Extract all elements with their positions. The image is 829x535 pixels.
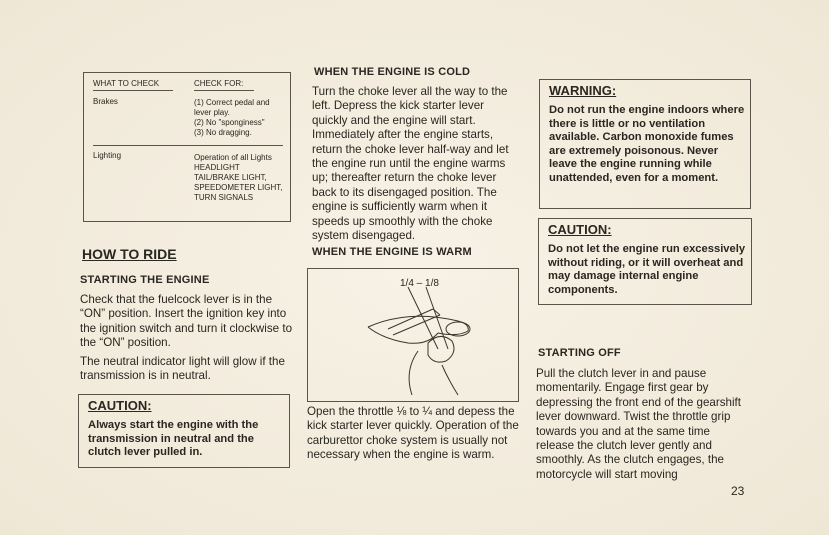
- caution-title: CAUTION:: [88, 398, 152, 413]
- throttle-grip-illustration: [308, 269, 518, 401]
- table-header-what: WHAT TO CHECK: [93, 79, 160, 88]
- check-line: (3) No dragging.: [194, 128, 252, 137]
- table-item-lighting: Lighting: [93, 151, 122, 160]
- subtitle-engine-warm: WHEN THE ENGINE IS WARM: [312, 246, 472, 258]
- caution-box-left: [78, 394, 290, 468]
- check-line: (2) No "sponginess": [194, 118, 265, 127]
- caution-title: CAUTION:: [548, 222, 612, 237]
- brakes-checks: [188, 98, 284, 138]
- subtitle-starting-off: STARTING OFF: [538, 347, 621, 359]
- header-underline: [194, 90, 254, 91]
- check-line: (1) Correct pedal and lever play.: [194, 98, 270, 117]
- starting-engine-paragraph: Check that the fuelcock lever is in the “ON” position. Insert the ignition key into the ignition switch and turn it clockwise to the “ON” position.: [80, 293, 293, 350]
- lighting-checks: Operation of all Lights HEADLIGHT TAIL/BRAKE LIGHT, SPEEDOMETER LIGHT, TURN SIGNALS: [194, 153, 283, 202]
- table-item-brakes: Brakes: [93, 97, 118, 106]
- table-header-check: CHECK FOR:: [194, 79, 244, 88]
- subtitle-starting-engine: STARTING THE ENGINE: [80, 274, 210, 286]
- subtitle-engine-cold: WHEN THE ENGINE IS COLD: [314, 66, 471, 78]
- caution-text: Always start the engine with the transmission in neutral and the clutch lever pulled in.: [88, 419, 259, 459]
- page-number: 23: [731, 484, 745, 498]
- check-table: [83, 72, 291, 222]
- engine-warm-paragraph: Open the throttle ⅛ to ¼ and depess the kick starter lever quickly. Operation of the carburettor choke system is usually not necessary when the engine is warm.: [307, 405, 519, 462]
- throttle-diagram: [307, 268, 519, 402]
- caution-box-right: [538, 218, 752, 305]
- table-separator: [93, 145, 283, 146]
- caution-text: Do not let the engine run excessively without riding, or it will overheat and may damage internal engine components.: [548, 243, 746, 296]
- warning-title: WARNING:: [549, 83, 617, 98]
- warning-text: Do not run the engine indoors where there is little or no ventilation available. Carbon monoxide fumes are extremely poisonous. Never leave the engine running while unattended, even for a moment.: [549, 104, 745, 184]
- section-title-how-to-ride: HOW TO RIDE: [82, 246, 177, 262]
- header-underline: [93, 90, 173, 91]
- starting-off-paragraph: Pull the clutch lever in and pause momentarily. Engage first gear by depressing the front end of the gearshift lever downward. Twist the throttle grip towards you and at the same time release the clutch lever gently and smoothly. As the clutch engages, the motorcycle will start moving: [536, 367, 741, 481]
- throttle-opening-label: 1/4 – 1/8: [400, 278, 439, 289]
- warning-box: [539, 79, 751, 209]
- neutral-light-paragraph: The neutral indicator light will glow if the transmission is in neutral.: [80, 355, 285, 383]
- engine-cold-paragraph: Turn the choke lever all the way to the left. Depress the kick starter lever quickly and the engine will start. Immediately after the engine starts, return the choke lever half-way and let the engine run until the engine warms up; thereafter return the choke lever back to its disengaged position. The engine is sufficiently warm when it speeds up smoothly with the choke system disengaged.: [312, 85, 509, 243]
